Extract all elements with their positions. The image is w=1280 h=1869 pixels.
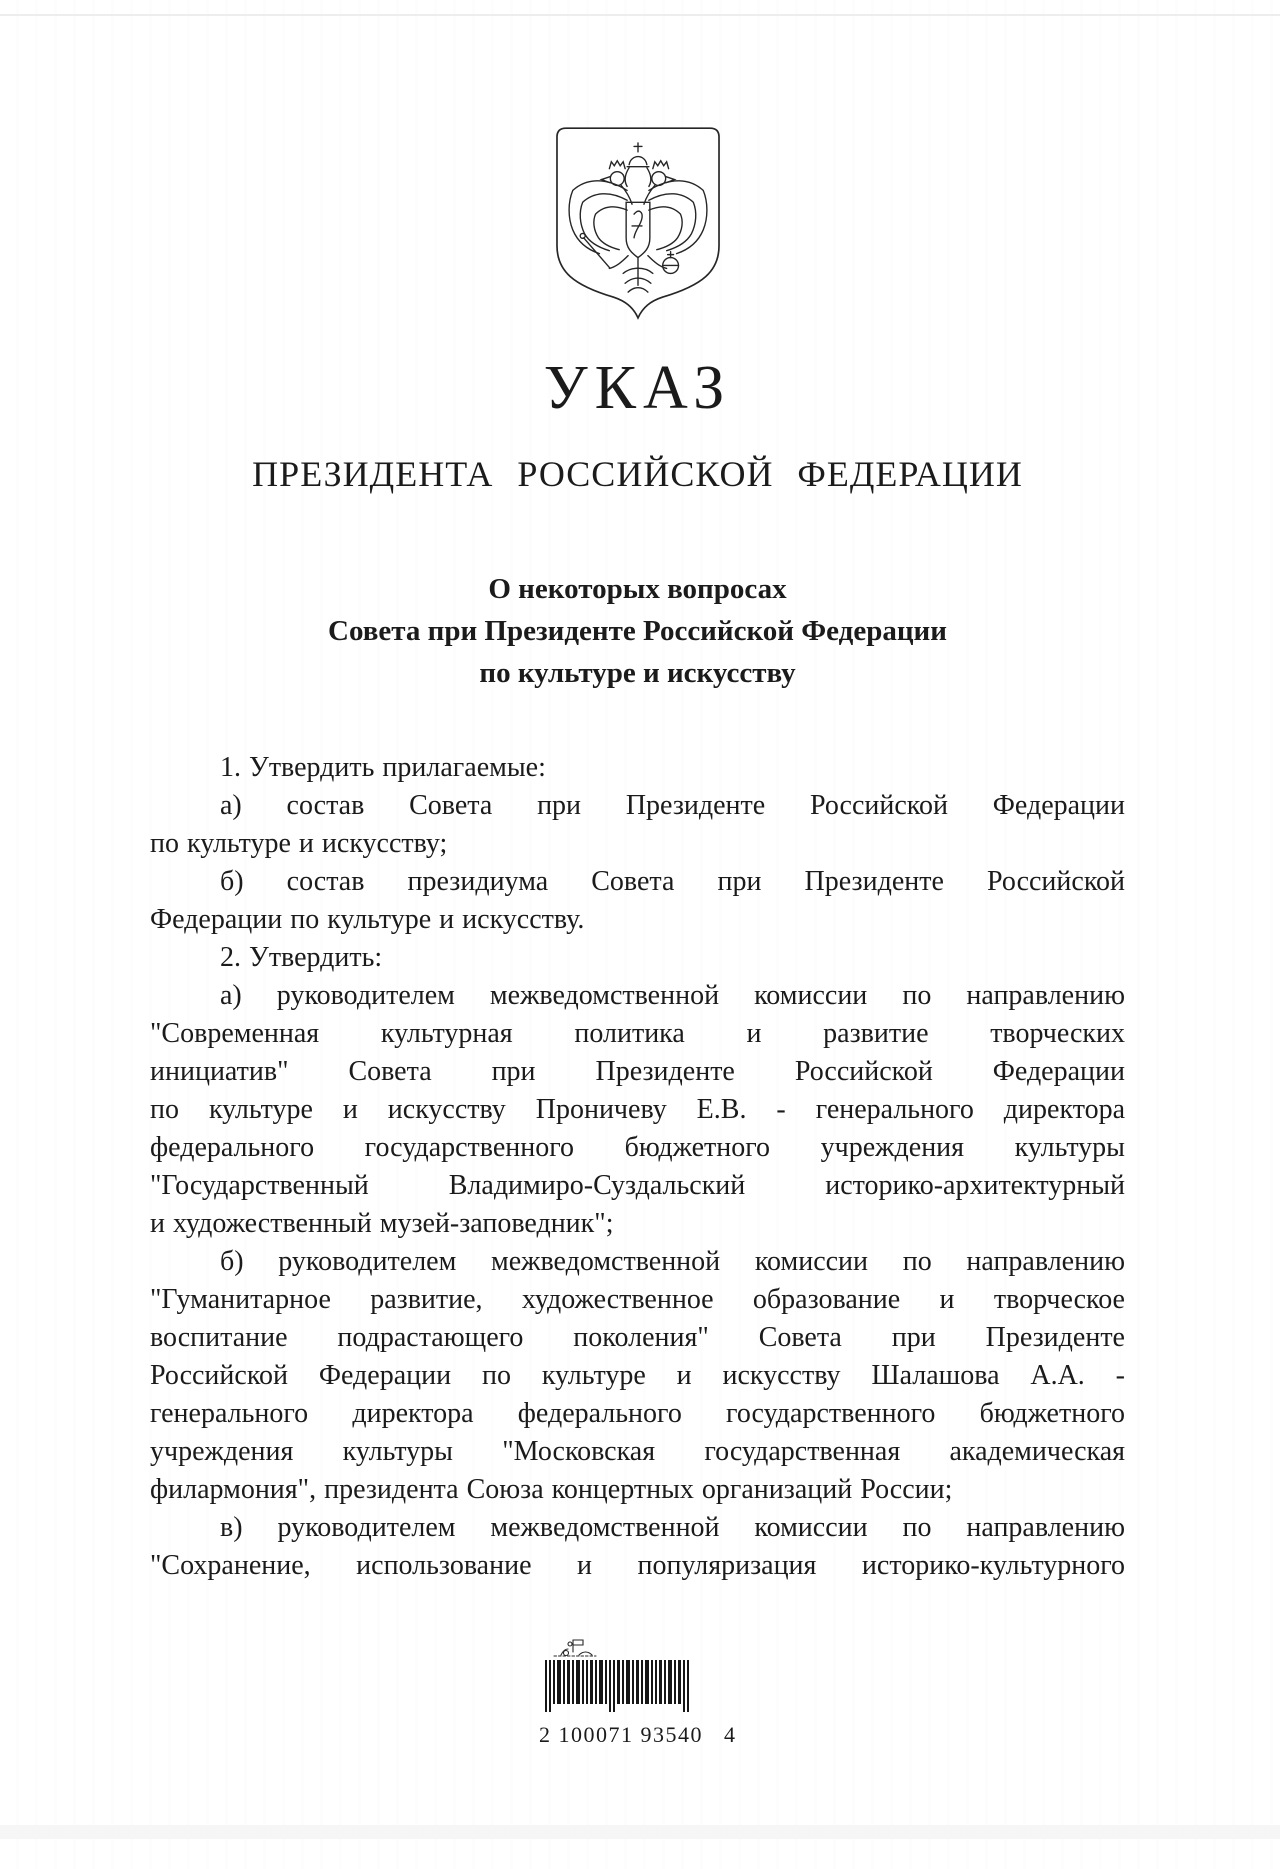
body-line: а) состав Совета при Президенте Российской Федерации: [220, 790, 1125, 821]
subject-line: по культуре и искусству: [479, 657, 796, 689]
body-line: Российской Федерации по культуре и искусству Шалашова А.А. -: [150, 1360, 1125, 1391]
decree-body: [150, 749, 1125, 1585]
body-line: б) состав президиума Совета при Президенте Российской: [220, 866, 1125, 897]
page-break-band: [0, 1825, 1280, 1839]
decree-kind-title: УКАЗ: [543, 354, 732, 422]
emblem-wrap: [150, 0, 1125, 326]
body-line: "Современная культурная политика и развитие творческих: [150, 1018, 1125, 1049]
body-line: "Государственный Владимиро-Суздальский историко-архитектурный: [150, 1170, 1125, 1201]
document-body-column: [150, 0, 1125, 1585]
decree-subject: [150, 568, 1125, 694]
publisher-quadriga-mark-icon: [551, 1636, 715, 1660]
body-line: федерального государственного бюджетного учреждения культуры: [150, 1132, 1125, 1163]
body-line: по культуре и искусству;: [150, 828, 448, 859]
body-line: в) руководителем межведомственной комиссии по направлению: [220, 1512, 1125, 1543]
body-line: воспитание подрастающего поколения" Совета при Президенте: [150, 1322, 1125, 1353]
barcode-block: [539, 1636, 737, 1747]
body-line: генерального директора федерального государственного бюджетного: [150, 1398, 1125, 1429]
body-line: инициатив" Совета при Президенте Российской Федерации: [150, 1056, 1125, 1087]
body-line: филармония", президента Союза концертных организаций России;: [150, 1474, 953, 1505]
body-line: б) руководителем межведомственной комиссии по направлению: [220, 1246, 1125, 1277]
body-line: "Гуманитарное развитие, художественное образование и творческое: [150, 1284, 1125, 1315]
body-line: 1. Утвердить прилагаемые:: [220, 752, 546, 783]
body-line: 2. Утвердить:: [220, 942, 383, 973]
body-line: и художественный музей-заповедник";: [150, 1208, 614, 1239]
body-line: а) руководителем межведомственной комиссии по направлению: [220, 980, 1125, 1011]
barcode: [545, 1660, 715, 1721]
body-line: по культуре и искусству Проничеву Е.В. - генерального директора: [150, 1094, 1125, 1125]
issuer-title: ПРЕЗИДЕНТА РОССИЙСКОЙ ФЕДЕРАЦИИ: [252, 454, 1023, 494]
body-line: Федерации по культуре и искусству.: [150, 904, 585, 935]
subject-line: О некоторых вопросах: [488, 573, 787, 605]
coat-of-arms-icon: [556, 127, 720, 326]
barcode-digits: 2 100071 93540 4: [539, 1722, 737, 1747]
subject-line: Совета при Президенте Российской Федерации: [328, 615, 947, 647]
body-line: учреждения культуры "Московская государственная академическая: [150, 1436, 1125, 1467]
body-line: "Сохранение, использование и популяризация историко-культурного: [150, 1550, 1125, 1581]
